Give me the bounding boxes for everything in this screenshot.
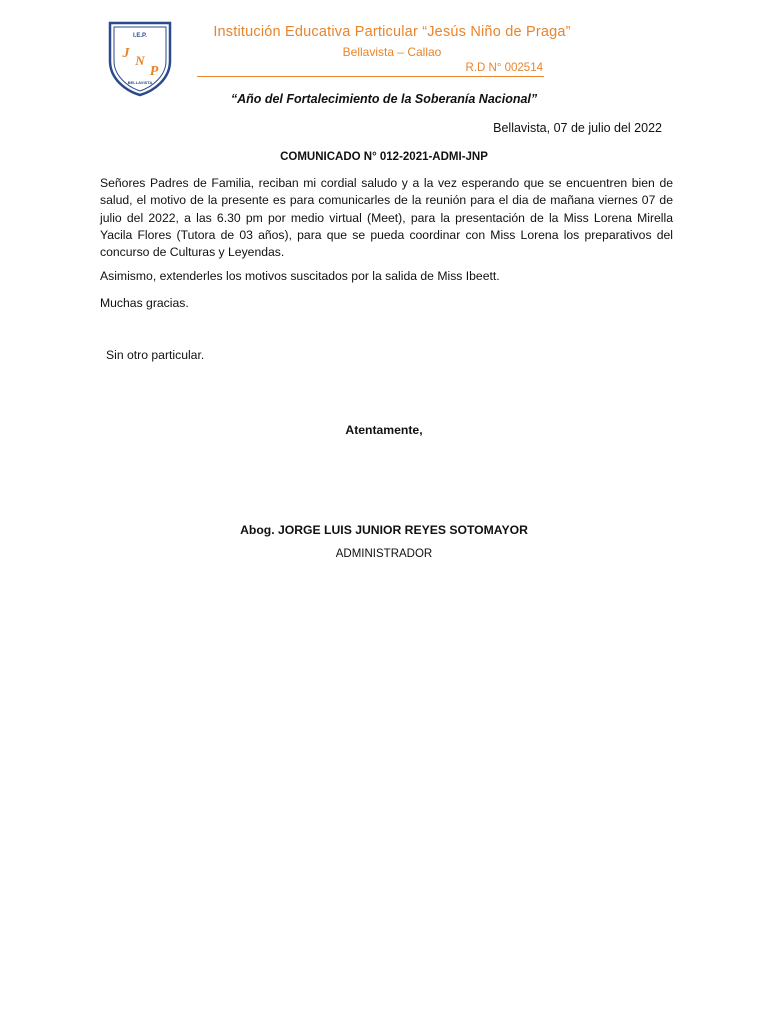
logo-top-text: I.E.P.	[133, 33, 147, 39]
body-paragraph-2: Asimismo, extenderles los motivos suscitados por la salida de Miss Ibeett.	[100, 269, 500, 283]
closing-line: Sin otro particular.	[106, 348, 205, 362]
logo-bottom-text: BELLAVISTA	[127, 80, 153, 85]
body-paragraph-1: Señores Padres de Familia, reciban mi cordial saludo y a la vez esperando que se encuentren bien de salud, el motivo de la presente es para comunicarles de la reunión para el dia de mañana viernes 07 de julio del 2022, a las 6.30 pm por medio virtual (Meet), para la presentación de la Miss Lorena Mirella Yacila Flores (Tutora de 03 años), para que se pueda coordinar con Miss Lorena los preparativos del concurso de Culturas y Leyendas.	[100, 176, 673, 260]
date-line: Bellavista, 07 de julio del 2022	[493, 121, 662, 135]
year-motto: “Año del Fortalecimiento de la Soberanía Nacional”	[230, 92, 538, 106]
school-logo	[106, 17, 174, 97]
thanks-line: Muchas gracias.	[100, 296, 189, 310]
institution-city: Bellavista – Callao	[342, 45, 442, 59]
document-title: COMUNICADO N° 012-2021-ADMI-JNP	[280, 151, 488, 163]
institution-rd-number: R.D N° 002514	[465, 62, 543, 74]
signer-role: ADMINISTRADOR	[335, 548, 433, 560]
signer-name: Abog. JORGE LUIS JUNIOR REYES SOTOMAYOR	[240, 523, 528, 537]
header-divider	[197, 76, 544, 77]
logo-letter-p: P	[149, 64, 159, 79]
regards-line: Atentamente,	[345, 423, 423, 437]
institution-name: Institución Educativa Particular “Jesús Niño de Praga”	[213, 24, 571, 40]
school-crest-icon	[106, 17, 174, 97]
logo-letter-j: J	[122, 46, 130, 61]
logo-letter-n: N	[135, 53, 145, 68]
